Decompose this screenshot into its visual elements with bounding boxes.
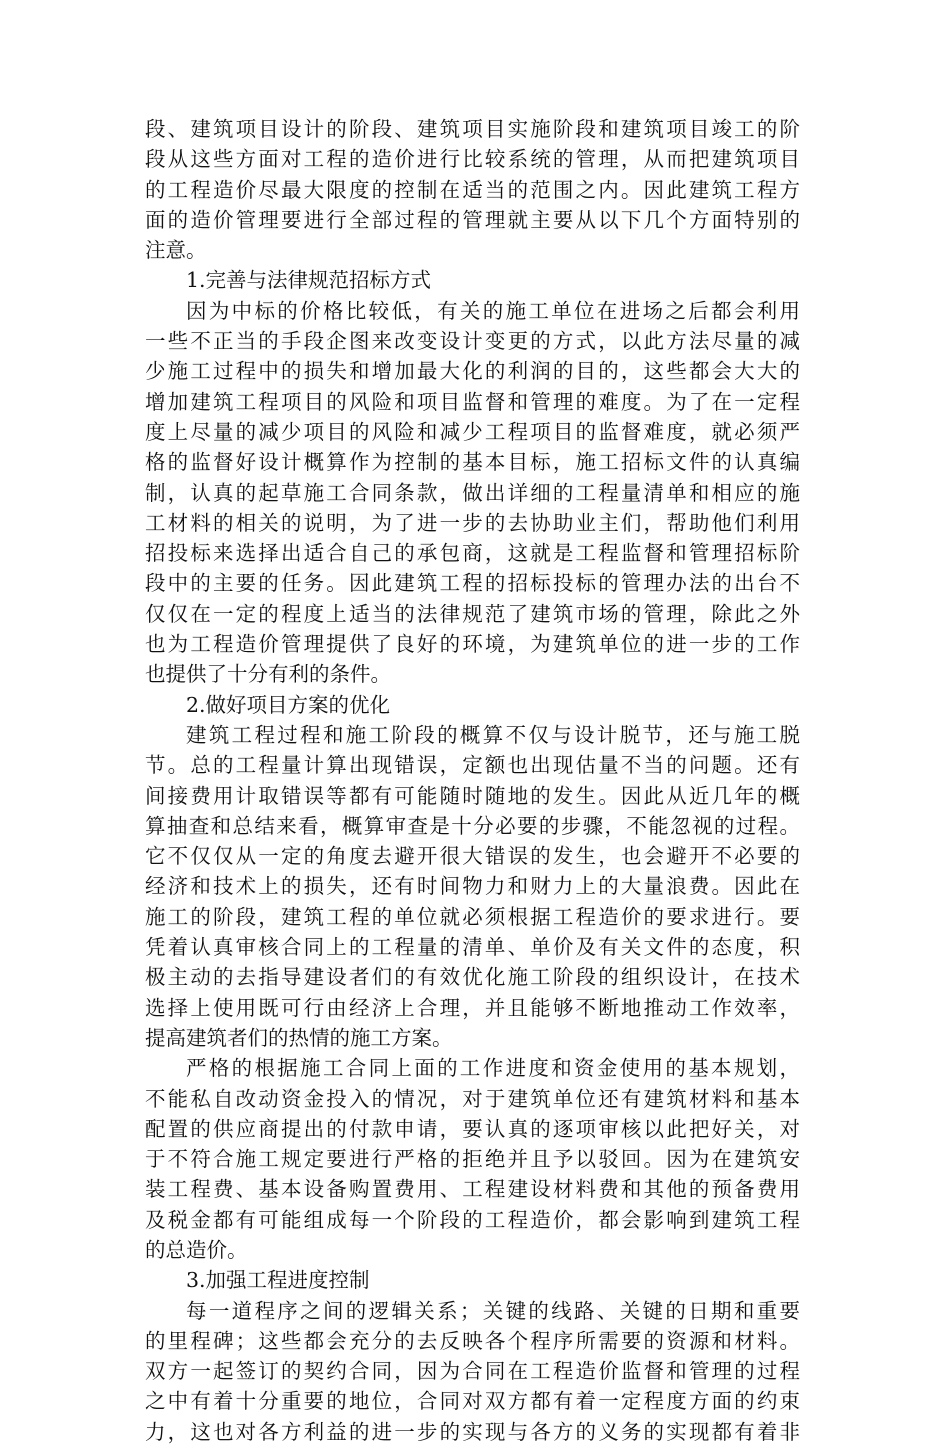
- text-line: 之中有着十分重要的地位，合同对双方都有着一定程度方面的约束: [145, 1389, 800, 1414]
- text-line: 施工的阶段，建筑工程的单位就必须根据工程造价的要求进行。要: [145, 904, 800, 929]
- text-line: 也提供了十分有利的条件。: [145, 662, 391, 687]
- text-line: 不能私自改动资金投入的情况，对于建筑单位还有建筑材料和基本: [145, 1086, 800, 1111]
- text-line: 一些不正当的手段企图来改变设计变更的方式，以此方法尽量的减: [145, 329, 800, 354]
- text-line: 段从这些方面对工程的造价进行比较系统的管理，从而把建筑项目: [145, 147, 800, 172]
- text-line: 于不符合施工规定要进行严格的拒绝并且予以驳回。因为在建筑安: [145, 1147, 800, 1172]
- text-line: 极主动的去指导建设者们的有效优化施工阶段的组织设计，在技术: [145, 965, 800, 990]
- text-line: 选择上使用既可行由经济上合理，并且能够不断地推动工作效率，: [145, 995, 800, 1020]
- text-line: 工材料的相关的说明，为了进一步的去协助业主们，帮助他们利用: [145, 510, 800, 535]
- text-line: 凭着认真审核合同上的工程量的清单、单价及有关文件的态度，积: [145, 935, 800, 960]
- text-line: 段、建筑项目设计的阶段、建筑项目实施阶段和建筑项目竣工的阶: [145, 117, 800, 141]
- text-line: 严格的根据施工合同上面的工作进度和资金使用的基本规划，: [186, 1056, 800, 1081]
- text-line: 招投标来选择出适合自己的承包商，这就是工程监督和管理招标阶: [145, 541, 800, 566]
- text-line: 及税金都有可能组成每一个阶段的工程造价，都会影响到建筑工程: [145, 1207, 800, 1232]
- text-line: 双方一起签订的契约合同，因为合同在工程造价监督和管理的过程: [145, 1359, 800, 1384]
- text-line: 少施工过程中的损失和增加最大化的利润的目的，这些都会大大的: [145, 359, 800, 384]
- text-line: 经济和技术上的损失，还有时间物力和财力上的大量浪费。因此在: [145, 874, 800, 899]
- text-line: 节。总的工程量计算出现错误，定额也出现估量不当的问题。还有: [145, 753, 800, 778]
- text-line: 间接费用计取错误等都有可能随时随地的发生。因此从近几年的概: [145, 783, 800, 808]
- text-line: 3.加强工程进度控制: [186, 1268, 370, 1293]
- text-line: 面的造价管理要进行全部过程的管理就主要从以下几个方面特别的: [145, 207, 800, 232]
- text-line: 每一道程序之间的逻辑关系；关键的线路、关键的日期和重要: [186, 1298, 800, 1323]
- text-line: 因为中标的价格比较低，有关的施工单位在进场之后都会利用: [186, 298, 800, 323]
- text-line: 装工程费、基本设备购置费用、工程建设材料费和其他的预备费用: [145, 1177, 800, 1202]
- text-line: 增加建筑工程项目的风险和项目监督和管理的难度。为了在一定程: [145, 389, 800, 414]
- text-line: 1.完善与法律规范招标方式: [186, 268, 432, 293]
- text-line: 配置的供应商提出的付款申请，要认真的逐项审核以此把好关，对: [145, 1116, 800, 1141]
- text-line: 段中的主要的任务。因此建筑工程的招标投标的管理办法的出台不: [145, 571, 800, 596]
- text-line: 2.做好项目方案的优化: [186, 692, 391, 717]
- text-line: 的工程造价尽最大限度的控制在适当的范围之内。因此建筑工程方: [145, 177, 800, 202]
- text-line: 也为工程造价管理提供了良好的环境，为建筑单位的进一步的工作: [145, 632, 800, 657]
- text-line: 建筑工程过程和施工阶段的概算不仅与设计脱节，还与施工脱: [186, 722, 800, 747]
- text-line: 算抽查和总结来看，概算审查是十分必要的步骤，不能忽视的过程。: [145, 813, 800, 838]
- text-line: 的里程碑；这些都会充分的去反映各个程序所需要的资源和材料。: [145, 1328, 800, 1353]
- text-line: 制，认真的起草施工合同条款，做出详细的工程量清单和相应的施: [145, 480, 800, 505]
- text-line: 力，这也对各方利益的进一步的实现与各方的义务的实现都有着非: [145, 1419, 800, 1444]
- text-line: 格的监督好设计概算作为控制的基本目标，施工招标文件的认真编: [145, 450, 800, 475]
- document-body: [145, 114, 800, 1447]
- text-line: 提高建筑者们的热情的施工方案。: [145, 1025, 453, 1050]
- text-line: 仅仅在一定的程度上适当的法律规范了建筑市场的管理，除此之外: [145, 601, 800, 626]
- text-line: 它不仅仅从一定的角度去避开很大错误的发生，也会避开不必要的: [145, 844, 800, 869]
- text-line: 度上尽量的减少项目的风险和减少工程项目的监督难度，就必须严: [145, 419, 800, 444]
- text-line: 注意。: [145, 238, 207, 263]
- text-line: 的总造价。: [145, 1237, 248, 1262]
